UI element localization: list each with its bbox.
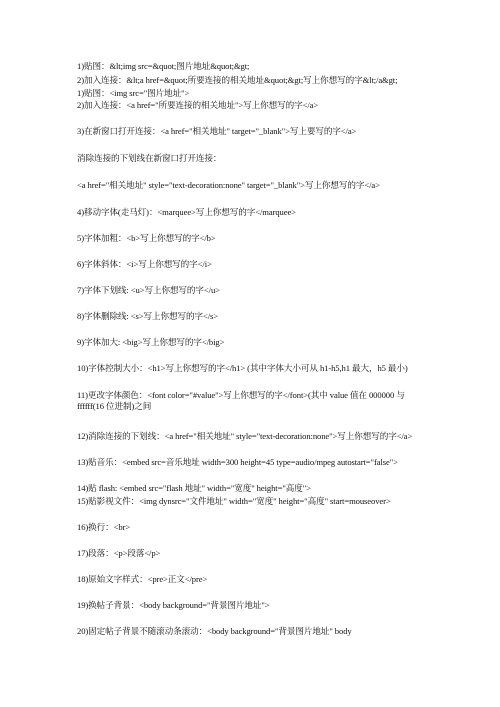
text-line-9: 5)字体加粗：<b>写上你想写的字</b> [77, 233, 216, 243]
text-line-23: 19)换帖子背景：<body background="背景图片地址"> [77, 600, 270, 610]
text-line-8: 4)移动字体(走马灯)：<marquee>写上你想写的字</marquee> [77, 207, 296, 217]
text-line-15: 11)更改字体颜色：<font color="#value">写上你想写的字</font>(其中 value 值在 000000 与 ffffff(16 位进制)之间 [77, 390, 405, 411]
text-line-16: 12)消除连接的下划线：<a href="相关地址" style="text-decoration:none">写上你想写的字</a> [77, 431, 413, 441]
text-line-14: 10)字体控制大小：<h1>写上你想写的字</h1> (其中字体大小可从 h1-h5,h1 最大，h5 最小) [77, 363, 408, 373]
text-line-4: 2)加入连接：<a href="所要连接的相关地址">写上你想写的字</a> [77, 100, 319, 110]
text-line-6: 消除连接的下划线在新窗口打开连接： [77, 153, 222, 163]
text-line-12: 8)字体删除线: <s>写上你想写的字</s> [77, 311, 218, 321]
text-line-13: 9)字体加大: <big>写上你想写的字</big> [77, 337, 225, 347]
text-line-19: 15)贴影视文件：<img dynsrc="文件地址" width="宽度" height="高度" start=mouseover> [77, 496, 391, 506]
text-line-20: 16)换行：<br> [77, 522, 131, 532]
text-line-18: 14)贴 flash: <embed src="flash 地址" width="宽度" height="高度"> [77, 483, 311, 493]
text-line-21: 17)段落：<p>段落</p> [77, 548, 161, 558]
text-line-11: 7)字体下划线: <u>写上你想写的字</u> [77, 285, 220, 295]
text-line-5: 3)在新窗口打开连接：<a href="相关地址" target="_blank">写上要写的字</a> [77, 126, 357, 136]
text-line-2: 2)加入连接：&lt;a href=&quot;所要连接的相关地址&quot;&gt;写上你想写的字&lt;/a&gt; [77, 75, 398, 85]
text-line-10: 6)字体斜体：<i>写上你想写的字</i> [77, 259, 212, 269]
text-line-1: 1)贴图：&lt;img src=&quot;图片地址&quot;&gt; [77, 61, 250, 71]
text-line-24: 20)固定帖子背景不随滚动条滚动：<body background="背景图片地址" body [77, 626, 352, 636]
text-line-22: 18)原始文字样式：<pre>正文</pre> [77, 574, 208, 584]
text-line-3: 1)贴图：<img src="图片地址"> [77, 88, 190, 98]
text-line-17: 13)贴音乐：<embed src=音乐地址 width=300 height=45 type=audio/mpeg autostart="false"> [77, 457, 398, 467]
text-line-7: <a href="相关地址" style="text-decoration:none" target="_blank">写上你想写的字</a> [77, 180, 380, 190]
